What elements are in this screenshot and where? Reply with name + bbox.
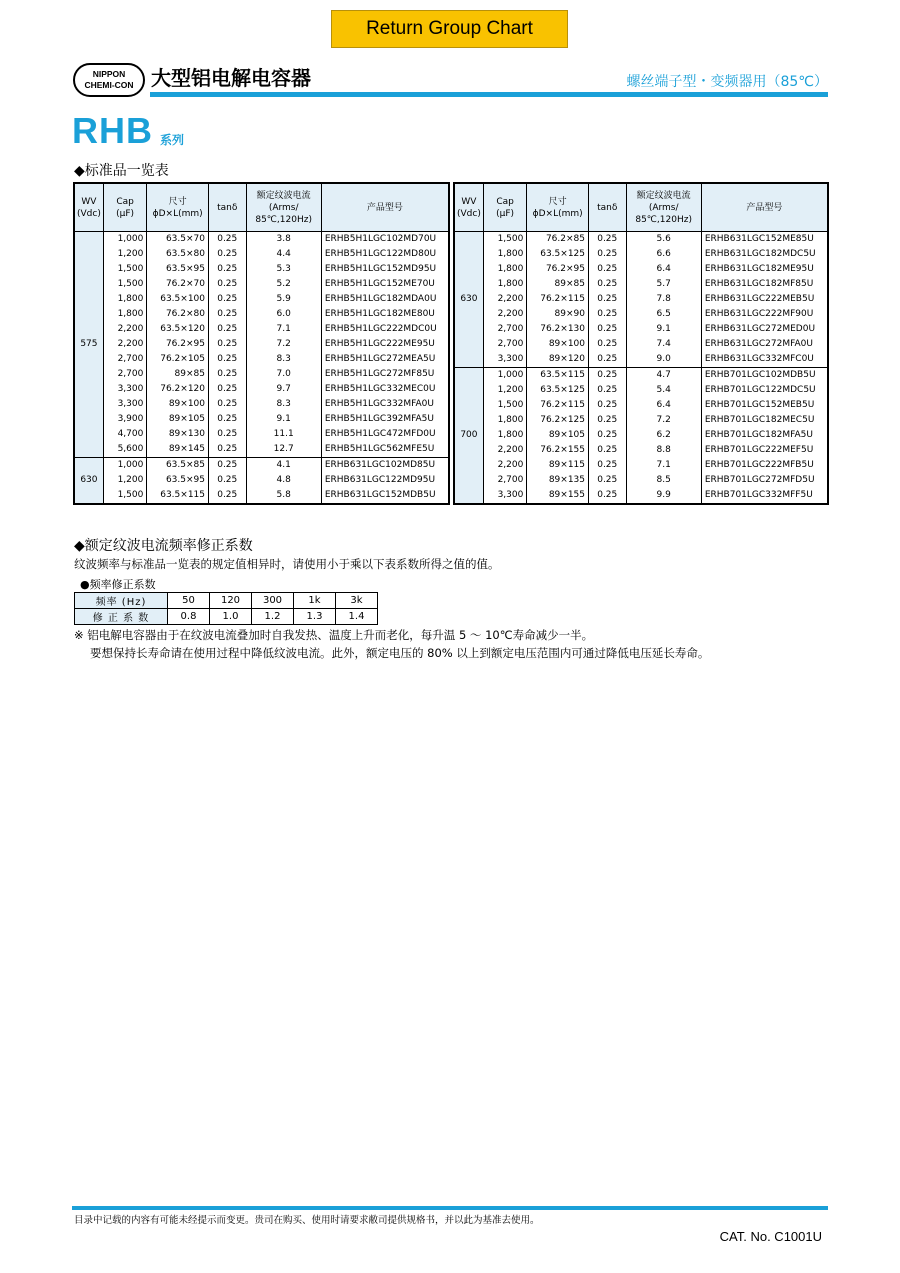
col-wv: WV (Vdc) [454,183,483,232]
tan-cell: 0.25 [209,262,247,277]
cap-cell: 1,000 [103,458,146,474]
cap-cell: 4,700 [103,427,146,442]
table-row [74,262,449,277]
part-number-cell: ERHB5H1LGC272MF85U [321,367,449,382]
tan-cell: 0.25 [589,458,627,473]
size-cell: 76.2×130 [527,322,589,337]
ripple-cell: 7.2 [246,337,321,352]
ripple-cell: 5.9 [246,292,321,307]
ripple-cell: 3.8 [246,232,321,248]
ripple-cell: 9.0 [626,352,701,368]
cap-cell: 2,200 [483,292,526,307]
size-cell: 89×105 [147,412,209,427]
col-part: 产品型号 [321,183,449,232]
tan-cell: 0.25 [209,352,247,367]
part-number-cell: ERHB701LGC222MEF5U [701,443,828,458]
part-number-cell: ERHB701LGC102MDB5U [701,368,828,384]
coefficient-label: 修 正 系 数 [75,609,168,625]
size-cell: 63.5×95 [147,262,209,277]
tan-cell: 0.25 [209,382,247,397]
table-row [74,427,449,442]
cap-cell: 1,800 [103,307,146,322]
size-cell: 89×85 [147,367,209,382]
tan-cell: 0.25 [209,292,247,307]
cap-cell: 1,200 [103,247,146,262]
ripple-cell: 4.8 [246,473,321,488]
part-number-cell: ERHB631LGC272MED0U [701,322,828,337]
tan-cell: 0.25 [589,428,627,443]
tan-cell: 0.25 [589,368,627,384]
size-cell: 89×115 [527,458,589,473]
size-cell: 63.5×125 [527,383,589,398]
ripple-cell: 6.4 [626,262,701,277]
ripple-cell: 8.8 [626,443,701,458]
footer-disclaimer: 目录中记载的内容有可能未经提示而变更。贵司在购买、使用时请要求敝司提供规格书，并以此为基准去使用。 [74,1215,540,1226]
frequency-coefficient-table [74,592,378,625]
size-cell: 63.5×70 [147,232,209,248]
col-ripple: 额定纹波电流 (Arms/ 85℃,120Hz) [626,183,701,232]
ripple-cell: 6.2 [626,428,701,443]
ripple-cell: 8.5 [626,473,701,488]
col-cap: Cap (μF) [483,183,526,232]
cap-cell: 1,800 [483,262,526,277]
lifetime-remark-1: ※ 铝电解电容器由于在纹波电流叠加时自我发热、温度上升而老化，每升温 5 ～ 10℃寿命减少一半。 [74,628,594,642]
size-cell: 89×155 [527,488,589,504]
logo-line2: CHEMI-CON [84,80,134,90]
cap-cell: 2,200 [483,458,526,473]
table-row [74,232,449,248]
ripple-cell: 11.1 [246,427,321,442]
cap-cell: 2,200 [483,307,526,322]
page-subtitle: 螺丝端子型・变频器用（85℃） [626,74,828,90]
size-cell: 76.2×155 [527,443,589,458]
size-cell: 89×105 [527,428,589,443]
table-row [454,337,828,352]
tan-cell: 0.25 [209,322,247,337]
part-number-cell: ERHB5H1LGC222MDC0U [321,322,449,337]
logo-line1: NIPPON [92,69,126,79]
frequency-coefficient-label: ●频率修正系数 [80,578,156,591]
size-cell: 63.5×115 [147,488,209,504]
table-row [454,232,828,248]
part-number-cell: ERHB5H1LGC182ME80U [321,307,449,322]
table-header-row [74,183,449,232]
part-number-cell: ERHB5H1LGC332MEC0U [321,382,449,397]
page-title: 大型铝电解电容器 [151,66,311,90]
part-number-cell: ERHB5H1LGC472MFD0U [321,427,449,442]
product-table-left [73,182,450,505]
wv-cell: 700 [454,368,483,505]
table-row [454,307,828,322]
cap-cell: 1,800 [483,277,526,292]
table-row [454,443,828,458]
cap-cell: 2,200 [103,337,146,352]
ripple-cell: 5.4 [626,383,701,398]
part-number-cell: ERHB701LGC182MFA5U [701,428,828,443]
table-row [454,383,828,398]
coefficient-row [75,609,378,625]
ripple-cell: 7.1 [246,322,321,337]
freq-cell: 50 [168,593,210,609]
table-row [454,458,828,473]
size-cell: 89×90 [527,307,589,322]
part-number-cell: ERHB5H1LGC222ME95U [321,337,449,352]
ripple-cell: 7.8 [626,292,701,307]
part-number-cell: ERHB631LGC122MD95U [321,473,449,488]
part-number-cell: ERHB5H1LGC152MD95U [321,262,449,277]
coef-cell: 1.2 [252,609,294,625]
table-row [454,277,828,292]
table-row [74,247,449,262]
part-number-cell: ERHB5H1LGC152ME70U [321,277,449,292]
table-row [454,247,828,262]
size-cell: 89×145 [147,442,209,458]
ripple-cell: 5.3 [246,262,321,277]
coef-cell: 1.3 [294,609,336,625]
cap-cell: 1,800 [483,247,526,262]
part-number-cell: ERHB631LGC182ME95U [701,262,828,277]
cap-cell: 1,000 [103,232,146,248]
table-row [74,367,449,382]
header-rule [150,92,828,97]
table-row [74,397,449,412]
part-number-cell: ERHB5H1LGC562MFE5U [321,442,449,458]
size-cell: 63.5×95 [147,473,209,488]
ripple-cell: 8.3 [246,352,321,367]
cap-cell: 2,700 [103,367,146,382]
size-cell: 63.5×80 [147,247,209,262]
part-number-cell: ERHB701LGC332MFF5U [701,488,828,504]
cap-cell: 3,300 [103,397,146,412]
tan-cell: 0.25 [589,413,627,428]
ripple-cell: 8.3 [246,397,321,412]
ripple-cell: 7.4 [626,337,701,352]
tan-cell: 0.25 [209,277,247,292]
tan-cell: 0.25 [589,307,627,322]
tan-cell: 0.25 [589,292,627,307]
table-row [454,262,828,277]
ripple-cell: 9.9 [626,488,701,504]
col-tan: tanδ [589,183,627,232]
size-cell: 89×100 [527,337,589,352]
cap-cell: 1,800 [483,428,526,443]
col-size: 尺寸 ϕD×L(mm) [527,183,589,232]
tan-cell: 0.25 [589,322,627,337]
size-cell: 63.5×100 [147,292,209,307]
part-number-cell: ERHB631LGC182MF85U [701,277,828,292]
ripple-cell: 5.8 [246,488,321,504]
size-cell: 76.2×80 [147,307,209,322]
table-row [454,322,828,337]
cap-cell: 3,300 [103,382,146,397]
table-row [454,413,828,428]
return-group-chart-button[interactable]: Return Group Chart [331,10,568,48]
size-cell: 89×130 [147,427,209,442]
tan-cell: 0.25 [209,337,247,352]
table-row [454,368,828,384]
ripple-frequency-note: 纹波频率与标准品一览表的规定值相异时，请使用小于乘以下表系数所得之值的值。 [74,557,500,571]
cap-cell: 3,900 [103,412,146,427]
tan-cell: 0.25 [589,262,627,277]
cap-cell: 5,600 [103,442,146,458]
part-number-cell: ERHB701LGC152MEB5U [701,398,828,413]
ripple-cell: 5.6 [626,232,701,248]
size-cell: 89×85 [527,277,589,292]
col-ripple: 额定纹波电流 (Arms/ 85℃,120Hz) [246,183,321,232]
tan-cell: 0.25 [589,398,627,413]
tan-cell: 0.25 [589,337,627,352]
size-cell: 76.2×95 [527,262,589,277]
coef-cell: 0.8 [168,609,210,625]
ripple-cell: 5.7 [626,277,701,292]
part-number-cell: ERHB701LGC122MDC5U [701,383,828,398]
freq-cell: 120 [210,593,252,609]
series-name: RHB [72,110,153,151]
table-row [74,352,449,367]
ripple-cell: 7.2 [626,413,701,428]
part-number-cell: ERHB5H1LGC332MFA0U [321,397,449,412]
tan-cell: 0.25 [209,232,247,248]
tan-cell: 0.25 [589,352,627,368]
ripple-cell: 6.0 [246,307,321,322]
ripple-cell: 6.4 [626,398,701,413]
size-cell: 76.2×115 [527,292,589,307]
ripple-cell: 7.0 [246,367,321,382]
part-number-cell: ERHB631LGC102MD85U [321,458,449,474]
tan-cell: 0.25 [209,427,247,442]
ripple-cell: 4.7 [626,368,701,384]
tan-cell: 0.25 [209,473,247,488]
ripple-cell: 7.1 [626,458,701,473]
size-cell: 63.5×85 [147,458,209,474]
tan-cell: 0.25 [209,307,247,322]
tan-cell: 0.25 [589,247,627,262]
table-row [74,458,449,474]
tan-cell: 0.25 [209,367,247,382]
wv-cell: 630 [454,232,483,368]
freq-cell: 300 [252,593,294,609]
table-row [454,488,828,504]
tan-cell: 0.25 [589,383,627,398]
tan-cell: 0.25 [209,458,247,474]
ripple-cell: 9.7 [246,382,321,397]
frequency-label: 频率 (Hz) [75,593,168,609]
table-row [74,322,449,337]
cap-cell: 1,500 [103,488,146,504]
size-cell: 76.2×105 [147,352,209,367]
cap-cell: 1,200 [103,473,146,488]
table-row [454,398,828,413]
nippon-chemicon-logo [73,63,145,97]
table-row [74,292,449,307]
table-header-row [454,183,828,232]
cap-cell: 1,000 [483,368,526,384]
section-standard-list-title: ◆标准品一览表 [74,163,169,179]
part-number-cell: ERHB631LGC222MF90U [701,307,828,322]
cap-cell: 1,800 [483,413,526,428]
ripple-cell: 9.1 [626,322,701,337]
part-number-cell: ERHB701LGC182MEC5U [701,413,828,428]
table-row [74,337,449,352]
part-number-cell: ERHB631LGC222MEB5U [701,292,828,307]
col-size: 尺寸 ϕD×L(mm) [147,183,209,232]
table-row [74,307,449,322]
cap-cell: 2,200 [483,443,526,458]
cap-cell: 2,200 [103,322,146,337]
ripple-cell: 4.4 [246,247,321,262]
size-cell: 63.5×115 [527,368,589,384]
tan-cell: 0.25 [209,247,247,262]
size-cell: 76.2×120 [147,382,209,397]
frequency-row [75,593,378,609]
wv-cell: 630 [74,458,103,505]
part-number-cell: ERHB631LGC272MFA0U [701,337,828,352]
table-row [74,488,449,504]
size-cell: 63.5×120 [147,322,209,337]
part-number-cell: ERHB5H1LGC122MD80U [321,247,449,262]
ripple-cell: 4.1 [246,458,321,474]
ripple-cell: 9.1 [246,412,321,427]
table-row [74,473,449,488]
size-cell: 89×120 [527,352,589,368]
cap-cell: 1,200 [483,383,526,398]
part-number-cell: ERHB631LGC332MFC0U [701,352,828,368]
coef-cell: 1.0 [210,609,252,625]
cap-cell: 1,500 [483,232,526,248]
table-row [74,412,449,427]
table-row [454,428,828,443]
col-part: 产品型号 [701,183,828,232]
ripple-cell: 6.5 [626,307,701,322]
table-row [454,352,828,368]
part-number-cell: ERHB5H1LGC272MEA5U [321,352,449,367]
part-number-cell: ERHB631LGC152ME85U [701,232,828,248]
tan-cell: 0.25 [589,488,627,504]
table-row [454,292,828,307]
product-table-right [453,182,829,505]
ripple-cell: 12.7 [246,442,321,458]
tan-cell: 0.25 [589,443,627,458]
cap-cell: 2,700 [103,352,146,367]
cap-cell: 1,800 [103,292,146,307]
part-number-cell: ERHB631LGC182MDC5U [701,247,828,262]
part-number-cell: ERHB631LGC152MDB5U [321,488,449,504]
cap-cell: 2,700 [483,473,526,488]
tan-cell: 0.25 [589,277,627,292]
footer-rule [72,1206,828,1210]
freq-cell: 3k [336,593,378,609]
size-cell: 76.2×125 [527,413,589,428]
size-cell: 63.5×125 [527,247,589,262]
freq-cell: 1k [294,593,336,609]
ripple-cell: 6.6 [626,247,701,262]
tan-cell: 0.25 [589,232,627,248]
size-cell: 76.2×115 [527,398,589,413]
size-cell: 89×135 [527,473,589,488]
part-number-cell: ERHB5H1LGC182MDA0U [321,292,449,307]
tan-cell: 0.25 [209,412,247,427]
ripple-cell: 5.2 [246,277,321,292]
size-cell: 76.2×95 [147,337,209,352]
cap-cell: 1,500 [103,262,146,277]
part-number-cell: ERHB701LGC272MFD5U [701,473,828,488]
table-row [74,382,449,397]
part-number-cell: ERHB701LGC222MFB5U [701,458,828,473]
col-wv: WV (Vdc) [74,183,103,232]
section-ripple-correction-title: ◆额定纹波电流频率修正系数 [74,538,253,554]
series-suffix: 系列 [160,133,185,147]
lifetime-remark-2: 要想保持长寿命请在使用过程中降低纹波电流。此外，额定电压的 80% 以上到额定电压范围内可通过降低电压延长寿命。 [90,646,710,660]
size-cell: 89×100 [147,397,209,412]
size-cell: 76.2×70 [147,277,209,292]
table-row [454,473,828,488]
part-number-cell: ERHB5H1LGC102MD70U [321,232,449,248]
cap-cell: 1,500 [483,398,526,413]
tan-cell: 0.25 [589,473,627,488]
part-number-cell: ERHB5H1LGC392MFA5U [321,412,449,427]
cap-cell: 1,500 [103,277,146,292]
table-row [74,277,449,292]
cap-cell: 3,300 [483,488,526,504]
col-cap: Cap (μF) [103,183,146,232]
table-row [74,442,449,458]
cap-cell: 2,700 [483,322,526,337]
cap-cell: 2,700 [483,337,526,352]
col-tan: tanδ [209,183,247,232]
wv-cell: 575 [74,232,103,458]
catalog-number: CAT. No. C1001U [719,1229,822,1244]
coef-cell: 1.4 [336,609,378,625]
tan-cell: 0.25 [209,488,247,504]
cap-cell: 3,300 [483,352,526,368]
tan-cell: 0.25 [209,397,247,412]
tan-cell: 0.25 [209,442,247,458]
size-cell: 76.2×85 [527,232,589,248]
